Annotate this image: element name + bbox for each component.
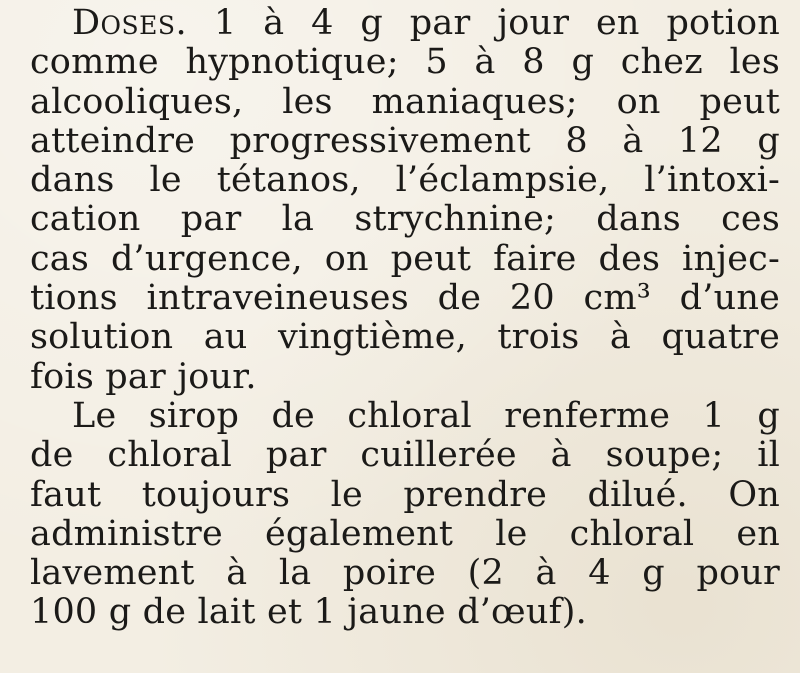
text-line: solution au vingtième, trois à quatre bbox=[30, 317, 780, 358]
section-lead: Doses. bbox=[72, 3, 188, 43]
text-line: alcooliques, les maniaques; on peut bbox=[30, 81, 780, 122]
text-line bbox=[30, 4, 780, 43]
text-line: fois par jour. bbox=[30, 356, 257, 397]
text-line: dans le tétanos, l’éclampsie, l’intoxi- bbox=[30, 160, 780, 201]
paragraph-doses bbox=[30, 4, 780, 397]
text-line: de chloral par cuillerée à soupe; il bbox=[30, 435, 780, 476]
text-line: 100 g de lait et 1 jaune d’œuf). bbox=[30, 592, 587, 633]
text-line: Le sirop de chloral renferme 1 g bbox=[72, 395, 780, 436]
text-line: cation par la strychnine; dans ces bbox=[30, 199, 780, 240]
text-line: comme hypnotique; 5 à 8 g chez les bbox=[30, 42, 780, 83]
document-text bbox=[30, 4, 780, 633]
text-line: faut toujours le prendre dilué. On bbox=[30, 474, 780, 515]
text-line: cas d’urgence, on peut faire des injec- bbox=[30, 238, 780, 279]
text-line-content: 1 à 4 g par jour en potion bbox=[187, 3, 780, 43]
text-line: tions intraveineuses de 20 cm³ d’une bbox=[30, 278, 780, 319]
paragraph-sirop bbox=[30, 397, 780, 633]
text-line: atteindre progressivement 8 à 12 g bbox=[30, 120, 780, 161]
text-line: administre également le chloral en bbox=[30, 513, 780, 554]
text-line: lavement à la poire (2 à 4 g pour bbox=[30, 553, 780, 594]
